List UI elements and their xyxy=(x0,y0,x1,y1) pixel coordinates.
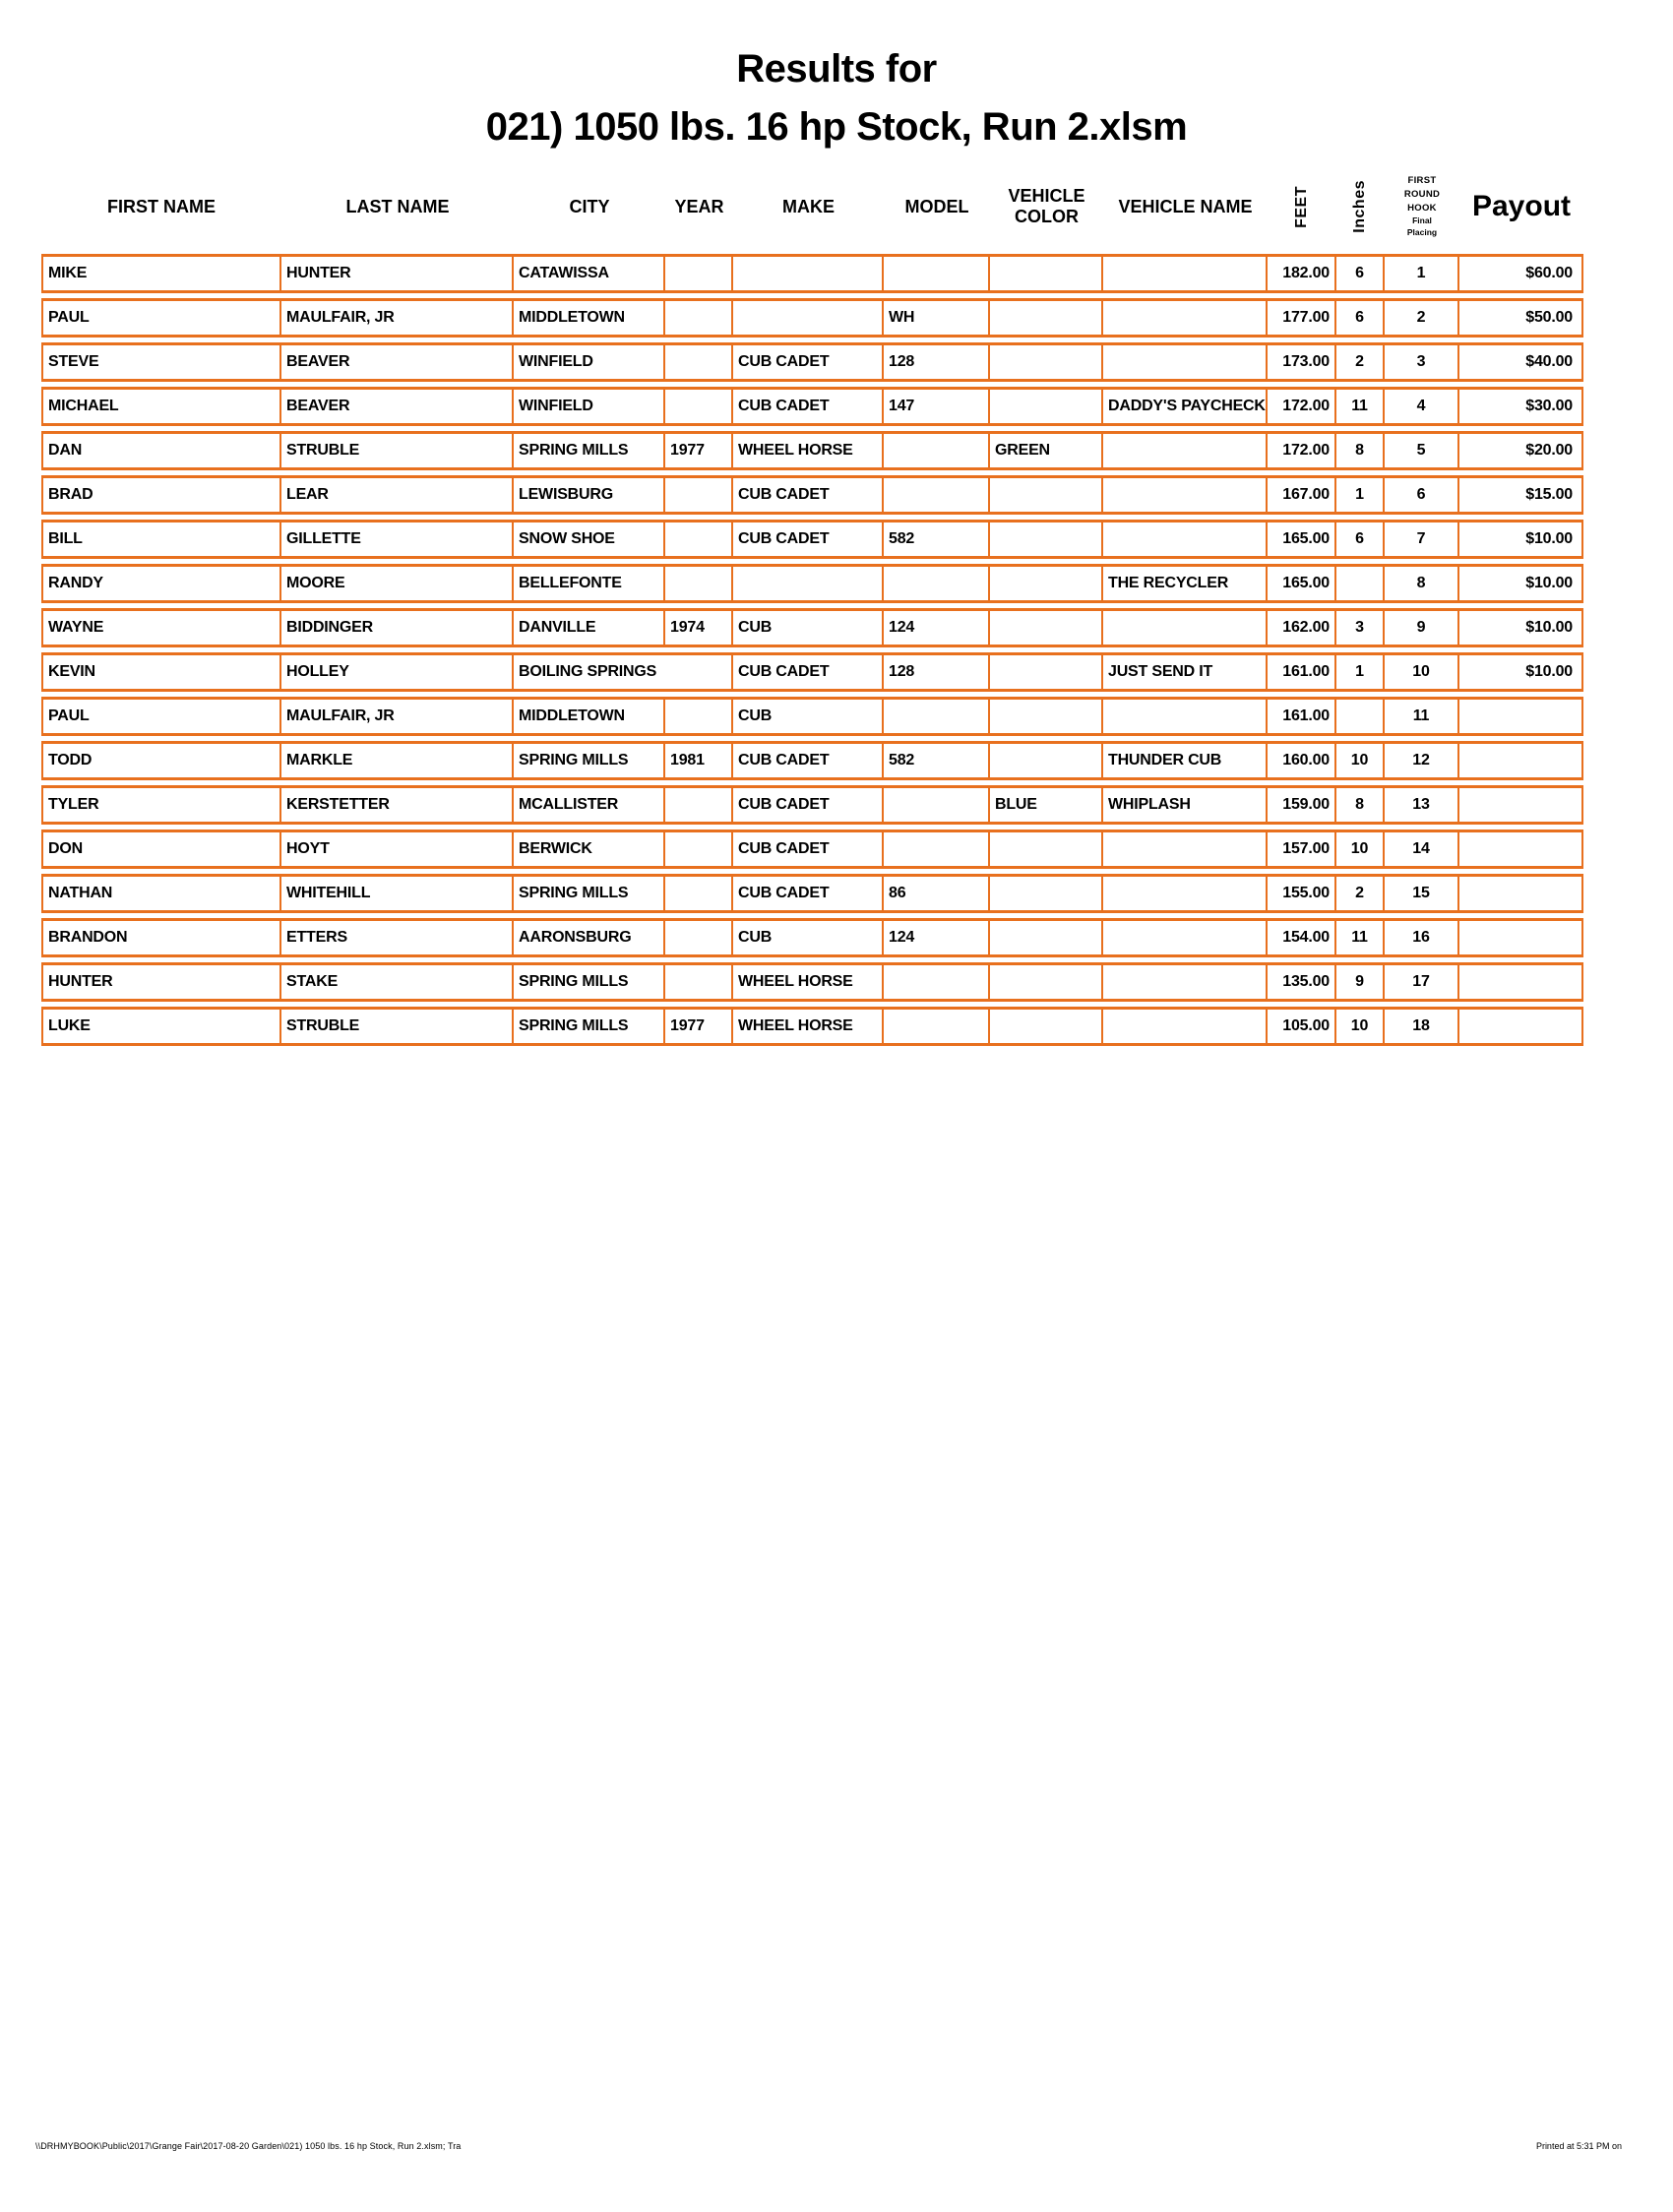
cell-feet: 162.00 xyxy=(1268,608,1336,647)
cell-vehicle-color xyxy=(990,298,1103,338)
cell-placing: 3 xyxy=(1385,342,1459,382)
title-line-1: Results for xyxy=(736,47,937,91)
table-row xyxy=(41,608,1583,647)
cell-last-name: STAKE xyxy=(281,962,514,1002)
cell-last-name: MAULFAIR, JR xyxy=(281,697,514,736)
cell-placing: 17 xyxy=(1385,962,1459,1002)
cell-model: WH xyxy=(884,298,990,338)
cell-model xyxy=(884,475,990,515)
cell-vehicle-color xyxy=(990,652,1103,692)
cell-make: CUB CADET xyxy=(733,342,884,382)
cell-vehicle-name xyxy=(1103,874,1268,913)
cell-payout xyxy=(1459,741,1583,780)
cell-inches: 2 xyxy=(1336,874,1385,913)
cell-payout xyxy=(1459,874,1583,913)
cell-make xyxy=(733,298,884,338)
cell-payout: $20.00 xyxy=(1459,431,1583,470)
cell-first-name: RANDY xyxy=(41,564,281,603)
cell-vehicle-color xyxy=(990,697,1103,736)
cell-first-name: DON xyxy=(41,830,281,869)
cell-placing: 1 xyxy=(1385,254,1459,293)
cell-vehicle-name: DADDY'S PAYCHECK xyxy=(1103,387,1268,426)
cell-vehicle-name xyxy=(1103,830,1268,869)
table-row xyxy=(41,431,1583,470)
table-row xyxy=(41,830,1583,869)
cell-last-name: LEAR xyxy=(281,475,514,515)
cell-year xyxy=(665,298,733,338)
cell-feet: 159.00 xyxy=(1268,785,1336,825)
cell-first-name: MICHAEL xyxy=(41,387,281,426)
cell-vehicle-color xyxy=(990,741,1103,780)
cell-last-name: HOLLEY xyxy=(281,652,514,692)
cell-make: CUB CADET xyxy=(733,741,884,780)
cell-feet: 161.00 xyxy=(1268,652,1336,692)
cell-payout: $30.00 xyxy=(1459,387,1583,426)
header-make: MAKE xyxy=(782,196,835,216)
header-inches xyxy=(1336,164,1385,249)
cell-city: BELLEFONTE xyxy=(514,564,665,603)
table-row xyxy=(41,697,1583,736)
cell-city: MCALLISTER xyxy=(514,785,665,825)
header-vehicle-color xyxy=(990,164,1103,249)
cell-first-name: PAUL xyxy=(41,697,281,736)
cell-year: 1977 xyxy=(665,1007,733,1046)
cell-payout: $10.00 xyxy=(1459,652,1583,692)
cell-model: 128 xyxy=(884,652,990,692)
cell-placing: 8 xyxy=(1385,564,1459,603)
cell-last-name: HOYT xyxy=(281,830,514,869)
cell-payout: $10.00 xyxy=(1459,520,1583,559)
cell-placing: 9 xyxy=(1385,608,1459,647)
table-body xyxy=(41,254,1583,1046)
cell-last-name: BEAVER xyxy=(281,342,514,382)
header-first-name: FIRST NAME xyxy=(107,196,216,216)
cell-city: MIDDLETOWN xyxy=(514,697,665,736)
cell-feet: 160.00 xyxy=(1268,741,1336,780)
cell-feet: 177.00 xyxy=(1268,298,1336,338)
cell-inches xyxy=(1336,697,1385,736)
cell-placing: 13 xyxy=(1385,785,1459,825)
cell-city: AARONSBURG xyxy=(514,918,665,957)
cell-placing: 4 xyxy=(1385,387,1459,426)
cell-make: CUB CADET xyxy=(733,785,884,825)
cell-last-name: STRUBLE xyxy=(281,431,514,470)
cell-first-name: KEVIN xyxy=(41,652,281,692)
cell-city: SPRING MILLS xyxy=(514,1007,665,1046)
cell-last-name: KERSTETTER xyxy=(281,785,514,825)
cell-feet: 182.00 xyxy=(1268,254,1336,293)
cell-city: SPRING MILLS xyxy=(514,874,665,913)
cell-vehicle-color xyxy=(990,254,1103,293)
cell-last-name: ETTERS xyxy=(281,918,514,957)
cell-inches: 3 xyxy=(1336,608,1385,647)
cell-model xyxy=(884,254,990,293)
cell-city: BERWICK xyxy=(514,830,665,869)
cell-feet: 167.00 xyxy=(1268,475,1336,515)
cell-first-name: HUNTER xyxy=(41,962,281,1002)
cell-year: 1981 xyxy=(665,741,733,780)
cell-vehicle-color xyxy=(990,520,1103,559)
cell-make: CUB xyxy=(733,918,884,957)
header-last-name: LAST NAME xyxy=(345,196,450,216)
cell-year xyxy=(665,564,733,603)
cell-first-name: TYLER xyxy=(41,785,281,825)
cell-placing: 16 xyxy=(1385,918,1459,957)
cell-vehicle-name: THE RECYCLER xyxy=(1103,564,1268,603)
cell-feet: 161.00 xyxy=(1268,697,1336,736)
header-first-round-hook xyxy=(1385,164,1459,249)
cell-city: SNOW SHOE xyxy=(514,520,665,559)
cell-last-name: MAULFAIR, JR xyxy=(281,298,514,338)
cell-inches: 8 xyxy=(1336,785,1385,825)
footer-file-path: \\DRHMYBOOK\Public\2017\Grange Fair\2017-08-20 Garden\021) 1050 lbs. 16 hp Stock, Run 2.xlsm; Tra xyxy=(35,2141,462,2151)
cell-model xyxy=(884,564,990,603)
cell-inches: 11 xyxy=(1336,387,1385,426)
cell-model xyxy=(884,962,990,1002)
cell-city: CATAWISSA xyxy=(514,254,665,293)
table-row xyxy=(41,298,1583,338)
cell-model xyxy=(884,697,990,736)
cell-vehicle-name xyxy=(1103,608,1268,647)
table-row xyxy=(41,962,1583,1002)
cell-payout: $10.00 xyxy=(1459,608,1583,647)
cell-model xyxy=(884,1007,990,1046)
cell-make xyxy=(733,564,884,603)
cell-model: 86 xyxy=(884,874,990,913)
cell-inches: 1 xyxy=(1336,475,1385,515)
cell-year: 1977 xyxy=(665,431,733,470)
cell-year xyxy=(665,918,733,957)
cell-year xyxy=(665,342,733,382)
table-row xyxy=(41,652,1583,692)
cell-vehicle-name xyxy=(1103,431,1268,470)
cell-year: 1974 xyxy=(665,608,733,647)
cell-last-name: MOORE xyxy=(281,564,514,603)
cell-inches: 10 xyxy=(1336,741,1385,780)
cell-city: BOILING SPRINGS xyxy=(514,652,733,692)
cell-year xyxy=(665,830,733,869)
cell-placing: 12 xyxy=(1385,741,1459,780)
cell-last-name: BIDDINGER xyxy=(281,608,514,647)
cell-vehicle-color xyxy=(990,830,1103,869)
cell-placing: 10 xyxy=(1385,652,1459,692)
cell-make: WHEEL HORSE xyxy=(733,1007,884,1046)
cell-year xyxy=(665,387,733,426)
cell-inches: 6 xyxy=(1336,520,1385,559)
cell-vehicle-color xyxy=(990,608,1103,647)
cell-payout xyxy=(1459,1007,1583,1046)
cell-first-name: STEVE xyxy=(41,342,281,382)
cell-inches: 10 xyxy=(1336,1007,1385,1046)
cell-vehicle-color xyxy=(990,962,1103,1002)
cell-vehicle-color xyxy=(990,874,1103,913)
cell-placing: 5 xyxy=(1385,431,1459,470)
cell-vehicle-name xyxy=(1103,697,1268,736)
cell-vehicle-name xyxy=(1103,520,1268,559)
cell-last-name: STRUBLE xyxy=(281,1007,514,1046)
cell-inches: 8 xyxy=(1336,431,1385,470)
header-year: YEAR xyxy=(674,196,724,216)
cell-first-name: BILL xyxy=(41,520,281,559)
table-row xyxy=(41,520,1583,559)
cell-payout: $50.00 xyxy=(1459,298,1583,338)
header-payout: Payout xyxy=(1471,189,1572,222)
cell-placing: 15 xyxy=(1385,874,1459,913)
cell-year xyxy=(665,475,733,515)
table-row xyxy=(41,874,1583,913)
cell-vehicle-color xyxy=(990,475,1103,515)
header-model: MODEL xyxy=(904,196,969,216)
cell-year xyxy=(665,785,733,825)
cell-make: CUB CADET xyxy=(733,475,884,515)
cell-last-name: MARKLE xyxy=(281,741,514,780)
cell-city: SPRING MILLS xyxy=(514,962,665,1002)
cell-make: CUB CADET xyxy=(733,652,884,692)
cell-make: CUB CADET xyxy=(733,387,884,426)
cell-placing: 2 xyxy=(1385,298,1459,338)
cell-make: CUB CADET xyxy=(733,830,884,869)
cell-feet: 172.00 xyxy=(1268,431,1336,470)
cell-payout: $10.00 xyxy=(1459,564,1583,603)
cell-payout xyxy=(1459,918,1583,957)
cell-payout xyxy=(1459,785,1583,825)
cell-model: 582 xyxy=(884,741,990,780)
table-row xyxy=(41,785,1583,825)
header-feet xyxy=(1268,164,1336,249)
title-line-2: 021) 1050 lbs. 16 hp Stock, Run 2.xlsm xyxy=(485,105,1188,149)
cell-first-name: WAYNE xyxy=(41,608,281,647)
table-row xyxy=(41,741,1583,780)
cell-vehicle-color: GREEN xyxy=(990,431,1103,470)
cell-feet: 135.00 xyxy=(1268,962,1336,1002)
cell-vehicle-name xyxy=(1103,1007,1268,1046)
cell-feet: 173.00 xyxy=(1268,342,1336,382)
cell-vehicle-name xyxy=(1103,298,1268,338)
cell-first-name: NATHAN xyxy=(41,874,281,913)
cell-make: CUB CADET xyxy=(733,520,884,559)
cell-payout xyxy=(1459,697,1583,736)
header-hook-line1: FIRST ROUND HOOK xyxy=(1403,175,1441,214)
cell-first-name: BRAD xyxy=(41,475,281,515)
cell-year xyxy=(665,874,733,913)
cell-model xyxy=(884,785,990,825)
header-feet-label: FEET xyxy=(1292,185,1310,228)
cell-model: 147 xyxy=(884,387,990,426)
cell-payout: $15.00 xyxy=(1459,475,1583,515)
cell-feet: 105.00 xyxy=(1268,1007,1336,1046)
cell-city: DANVILLE xyxy=(514,608,665,647)
cell-inches: 1 xyxy=(1336,652,1385,692)
cell-vehicle-color: BLUE xyxy=(990,785,1103,825)
cell-payout xyxy=(1459,962,1583,1002)
cell-placing: 18 xyxy=(1385,1007,1459,1046)
cell-model xyxy=(884,830,990,869)
cell-model: 582 xyxy=(884,520,990,559)
header-vehicle-color-label: VEHICLE COLOR xyxy=(1008,186,1085,226)
cell-vehicle-name xyxy=(1103,342,1268,382)
cell-inches: 6 xyxy=(1336,254,1385,293)
cell-city: MIDDLETOWN xyxy=(514,298,665,338)
table-row xyxy=(41,564,1583,603)
cell-model: 128 xyxy=(884,342,990,382)
cell-year xyxy=(665,697,733,736)
cell-vehicle-name: JUST SEND IT xyxy=(1103,652,1268,692)
cell-placing: 14 xyxy=(1385,830,1459,869)
cell-make: CUB xyxy=(733,697,884,736)
cell-year xyxy=(665,254,733,293)
cell-first-name: MIKE xyxy=(41,254,281,293)
cell-year xyxy=(665,520,733,559)
cell-vehicle-name xyxy=(1103,475,1268,515)
table-row xyxy=(41,918,1583,957)
cell-inches: 11 xyxy=(1336,918,1385,957)
cell-feet: 155.00 xyxy=(1268,874,1336,913)
cell-first-name: DAN xyxy=(41,431,281,470)
cell-first-name: PAUL xyxy=(41,298,281,338)
cell-last-name: WHITEHILL xyxy=(281,874,514,913)
cell-feet: 165.00 xyxy=(1268,564,1336,603)
cell-year xyxy=(665,962,733,1002)
cell-vehicle-color xyxy=(990,387,1103,426)
header-inches-label: Inches xyxy=(1351,180,1369,233)
cell-make: CUB CADET xyxy=(733,874,884,913)
cell-placing: 7 xyxy=(1385,520,1459,559)
cell-city: WINFIELD xyxy=(514,342,665,382)
cell-vehicle-name: THUNDER CUB xyxy=(1103,741,1268,780)
cell-feet: 172.00 xyxy=(1268,387,1336,426)
cell-city: SPRING MILLS xyxy=(514,741,665,780)
cell-first-name: LUKE xyxy=(41,1007,281,1046)
cell-placing: 6 xyxy=(1385,475,1459,515)
cell-city: LEWISBURG xyxy=(514,475,665,515)
cell-inches: 2 xyxy=(1336,342,1385,382)
cell-inches: 9 xyxy=(1336,962,1385,1002)
cell-model: 124 xyxy=(884,608,990,647)
table-row xyxy=(41,1007,1583,1046)
cell-vehicle-color xyxy=(990,564,1103,603)
cell-feet: 154.00 xyxy=(1268,918,1336,957)
cell-model: 124 xyxy=(884,918,990,957)
cell-inches: 6 xyxy=(1336,298,1385,338)
table-header-row xyxy=(41,164,1583,249)
cell-vehicle-name xyxy=(1103,962,1268,1002)
table-row xyxy=(41,342,1583,382)
results-table xyxy=(41,159,1583,1051)
cell-vehicle-color xyxy=(990,918,1103,957)
cell-last-name: GILLETTE xyxy=(281,520,514,559)
table-row xyxy=(41,254,1583,293)
cell-vehicle-name: WHIPLASH xyxy=(1103,785,1268,825)
cell-inches: 10 xyxy=(1336,830,1385,869)
cell-payout: $40.00 xyxy=(1459,342,1583,382)
cell-vehicle-name xyxy=(1103,254,1268,293)
cell-make: WHEEL HORSE xyxy=(733,431,884,470)
cell-make: WHEEL HORSE xyxy=(733,962,884,1002)
cell-payout: $60.00 xyxy=(1459,254,1583,293)
cell-make xyxy=(733,254,884,293)
cell-make: CUB xyxy=(733,608,884,647)
cell-vehicle-name xyxy=(1103,918,1268,957)
cell-payout xyxy=(1459,830,1583,869)
cell-vehicle-color xyxy=(990,342,1103,382)
cell-vehicle-color xyxy=(990,1007,1103,1046)
footer-printed-at: Printed at 5:31 PM on xyxy=(1535,2141,1622,2151)
cell-first-name: TODD xyxy=(41,741,281,780)
cell-placing: 11 xyxy=(1385,697,1459,736)
cell-feet: 165.00 xyxy=(1268,520,1336,559)
cell-first-name: BRANDON xyxy=(41,918,281,957)
cell-feet: 157.00 xyxy=(1268,830,1336,869)
cell-city: WINFIELD xyxy=(514,387,665,426)
cell-model xyxy=(884,431,990,470)
table-row xyxy=(41,387,1583,426)
header-city: CITY xyxy=(569,196,610,216)
header-hook-line2: Final Placing xyxy=(1406,215,1438,237)
cell-last-name: BEAVER xyxy=(281,387,514,426)
header-vehicle-name: VEHICLE NAME xyxy=(1118,196,1253,216)
cell-inches xyxy=(1336,564,1385,603)
page-title xyxy=(0,47,1673,150)
cell-last-name: HUNTER xyxy=(281,254,514,293)
cell-city: SPRING MILLS xyxy=(514,431,665,470)
table-row xyxy=(41,475,1583,515)
